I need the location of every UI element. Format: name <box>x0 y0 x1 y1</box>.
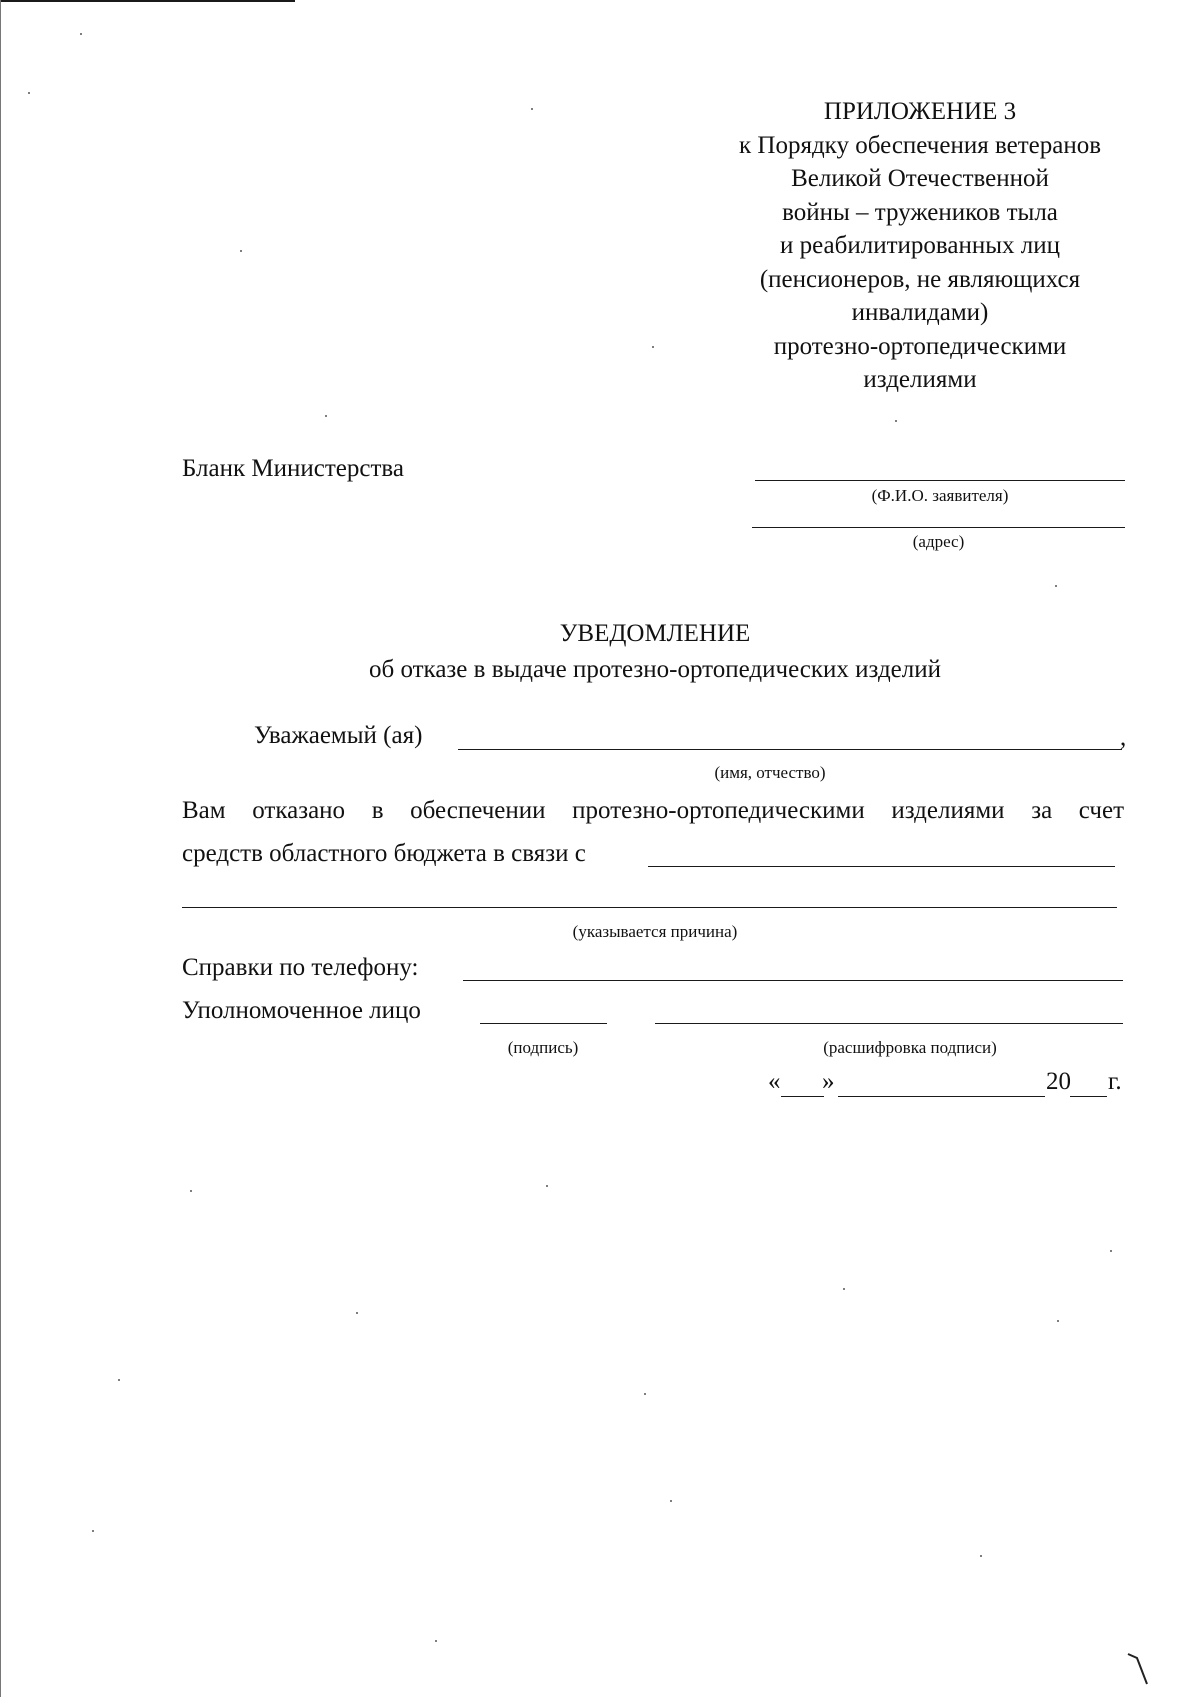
scan-speck <box>240 250 242 252</box>
body-text-line1: Вам отказано в обеспечении протезно-ортопедическими изделиями за счет <box>182 797 1124 824</box>
scan-speck <box>644 1393 646 1395</box>
reason-line-2 <box>182 907 1117 908</box>
ministry-blank-label: Бланк Министерства <box>182 455 404 482</box>
appendix-line: войны – тружеников тыла <box>782 198 1058 226</box>
scan-speck <box>118 1379 120 1381</box>
scan-speck <box>531 108 533 110</box>
appendix-line: к Порядку обеспечения ветеранов <box>739 131 1101 159</box>
phone-label: Справки по телефону: <box>182 954 419 981</box>
greeting-comma: , <box>1120 724 1127 751</box>
greeting-caption: (имя, отчество) <box>714 763 826 782</box>
body-text-line2: средств областного бюджета в связи с <box>182 840 586 867</box>
greeting-name-line <box>458 749 1122 750</box>
scan-speck <box>652 346 654 348</box>
scan-speck <box>92 1530 94 1532</box>
date-open-quote: « <box>768 1068 781 1095</box>
signature-caption: (подпись) <box>507 1038 579 1057</box>
scan-speck <box>843 1288 845 1290</box>
scan-speck <box>1055 585 1057 587</box>
appendix-line: (пенсионеров, не являющихся <box>759 265 1081 293</box>
scan-speck <box>325 415 327 417</box>
scan-speck <box>895 420 897 422</box>
appendix-line: инвалидами) <box>851 299 989 326</box>
date-year-line <box>1070 1096 1107 1097</box>
notice-subtitle: об отказе в выдаче протезно-ортопедических изделий <box>368 656 942 683</box>
scan-speck <box>80 33 82 35</box>
date-month-line <box>838 1096 1045 1097</box>
reason-line-1 <box>648 866 1115 867</box>
appendix-title: ПРИЛОЖЕНИЕ 3 <box>823 98 1017 125</box>
appendix-line: и реабилитированных лиц <box>780 232 1060 259</box>
signature-decoding-caption: (расшифровка подписи) <box>823 1038 997 1057</box>
date-year-suffix: г. <box>1108 1068 1122 1095</box>
scan-speck <box>546 1185 548 1187</box>
scan-edge-left <box>0 0 1 1697</box>
notice-title: УВЕДОМЛЕНИЕ <box>559 620 751 647</box>
scan-speck <box>980 1555 982 1557</box>
scan-speck <box>435 1640 437 1642</box>
official-label: Уполномоченное лицо <box>182 997 421 1024</box>
applicant-address-line <box>752 527 1125 528</box>
scan-speck <box>28 92 30 94</box>
signature-decoding-line <box>655 1023 1123 1024</box>
appendix-block <box>660 95 1180 397</box>
date-year-prefix: 20 <box>1046 1068 1071 1095</box>
scan-speck <box>1110 1250 1112 1252</box>
applicant-address-caption: (адрес) <box>912 532 965 551</box>
scan-speck <box>1057 1320 1059 1322</box>
scan-edge-line <box>0 0 295 2</box>
scan-speck <box>356 1312 358 1314</box>
signature-line <box>480 1023 607 1024</box>
appendix-line: Великой Отечественной <box>791 165 1049 192</box>
date-close-quote: » <box>822 1068 835 1095</box>
appendix-line: протезно-ортопедическими <box>773 332 1067 360</box>
date-day-line <box>781 1096 824 1097</box>
phone-line <box>463 980 1123 981</box>
scan-speck <box>190 1190 192 1192</box>
appendix-line: изделиями <box>863 366 977 393</box>
greeting-label: Уважаемый (ая) <box>254 722 423 749</box>
applicant-name-caption: (Ф.И.О. заявителя) <box>871 486 1009 505</box>
applicant-name-line <box>755 480 1125 481</box>
reason-caption: (указывается причина) <box>572 922 738 941</box>
scan-corner-mark-icon <box>1125 1650 1155 1690</box>
scan-speck <box>670 1500 672 1502</box>
